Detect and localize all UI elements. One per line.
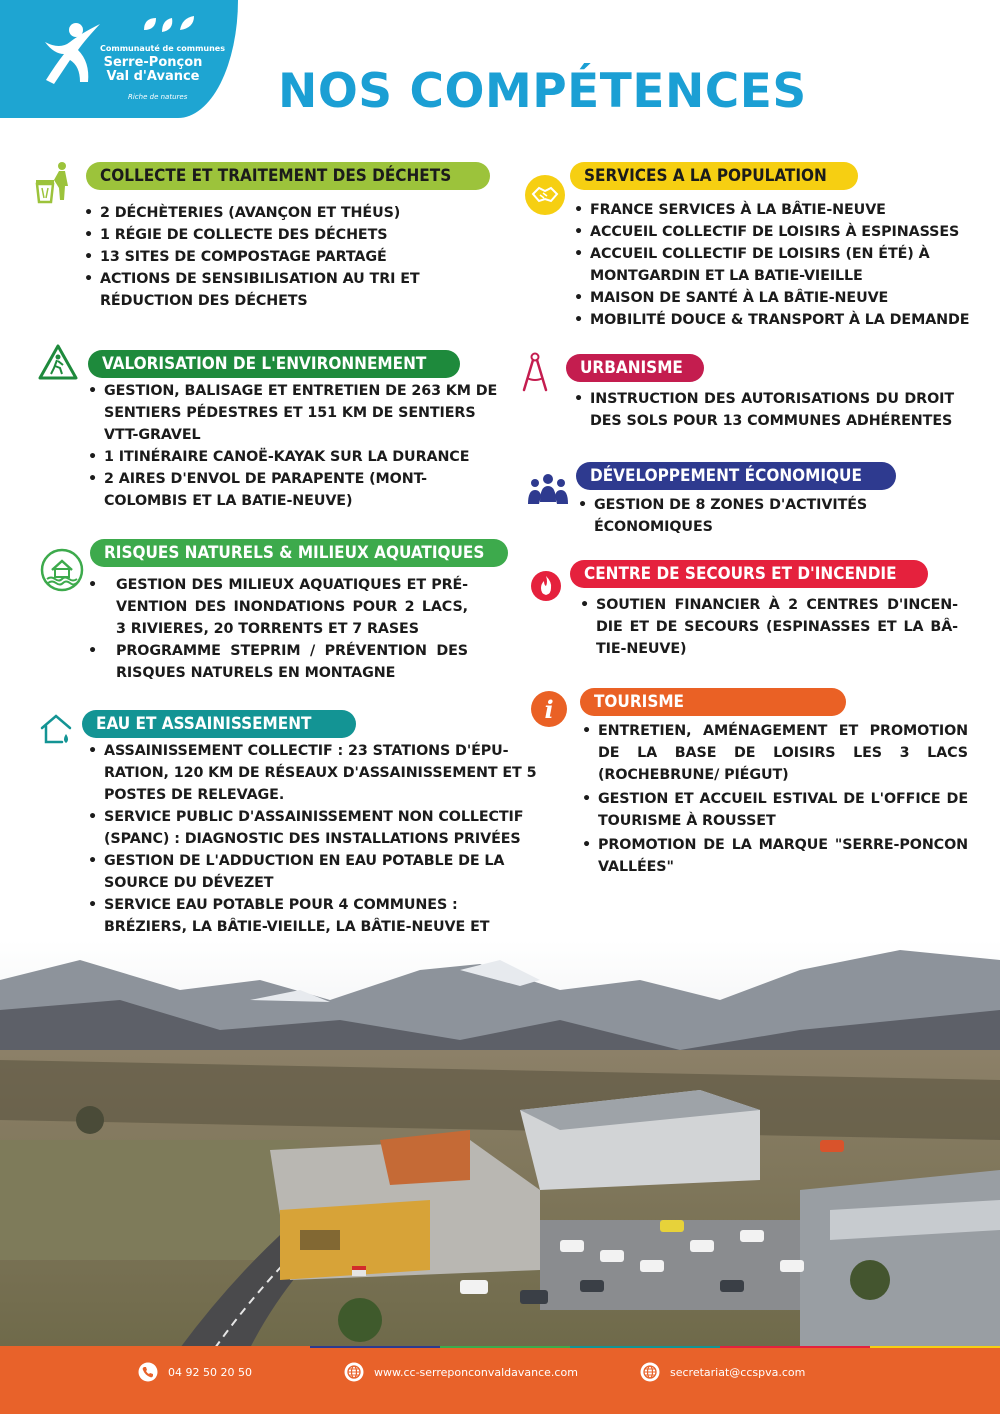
logo-name-line2: Val d'Avance (106, 69, 200, 84)
section-urbanisme-list (574, 388, 954, 432)
fire-icon (530, 570, 562, 602)
footer-phone (138, 1361, 252, 1383)
list-item: • GESTION ET ACCUEIL ESTIVAL DE L'OFFICE DE TOURISME À ROUSSET (582, 788, 968, 832)
section-urbanisme-title: URBANISME (566, 354, 704, 382)
phone-number: 04 92 50 20 50 (168, 1365, 252, 1379)
landscape-photo (0, 940, 1000, 1348)
footer-email[interactable] (640, 1361, 805, 1383)
list-item: • MAISON DE SANTÉ À LA BÂTIE-NEUVE (574, 287, 974, 309)
section-population-list (574, 199, 974, 331)
logo-name-line1: Serre-Ponçon (103, 55, 203, 70)
list-item: • 1 RÉGIE DE COLLECTE DES DÉCHETS (84, 224, 514, 246)
landscape-illustration (0, 940, 1000, 1348)
list-item: • ASSAINISSEMENT COLLECTIF : 23 STATIONS D'ÉPU-RATION, 120 KM DE RÉSEAUX D'ASSAINISSEMENT ET 5 POSTES DE RELEVAGE. (88, 740, 540, 806)
list-item: • 2 AIRES D'ENVOL DE PARAPENTE (MONT-COLOMBIS ET LA BATIE-NEUVE) (88, 468, 508, 512)
list-item: • GESTION DE 8 ZONES D'ACTIVITÉS ÉCONOMIQUES (578, 494, 918, 538)
logo-community-label: Communauté de communes (100, 44, 225, 53)
section-environnement-list (88, 380, 508, 512)
page-title: NOS COMPÉTENCES (278, 64, 807, 119)
section-economique-title: DÉVELOPPEMENT ÉCONOMIQUE (576, 462, 896, 490)
section-economique-list (578, 494, 918, 538)
list-item: • 13 SITES DE COMPOSTAGE PARTAGÉ (84, 246, 514, 268)
list-item: • ENTRETIEN, AMÉNAGEMENT ET PROMOTION DE LA BASE DE LOISIRS LES 3 LACS (ROCHEBRUNE/ PIÉGUT) (582, 720, 968, 786)
list-item: • SERVICE EAU POTABLE POUR 4 COMMUNES : BRÉZIERS, LA BÂTIE-VIEILLE, LA BÂTIE-NEUVE ET (88, 894, 540, 960)
list-item: • PROMOTION DE LA MARQUE "SERRE-PONCON VALLÉES" (582, 834, 968, 878)
globe-icon (344, 1362, 364, 1382)
list-item: • SERVICE PUBLIC D'ASSAINISSEMENT NON COLLECTIF (SPANC) : DIAGNOSTIC DES INSTALLATIONS PRIVÉES (88, 806, 540, 850)
list-item: • MOBILITÉ DOUCE & TRANSPORT À LA DEMANDE (574, 309, 974, 331)
logo-figure-icon (40, 20, 110, 90)
logo-tagline: Riche de natures (128, 93, 188, 101)
section-dechets-list (84, 202, 514, 312)
people-group-icon (526, 472, 570, 508)
section-dechets-title: COLLECTE ET TRAITEMENT DES DÉCHETS (86, 162, 490, 190)
website-link[interactable]: www.cc-serreponconvaldavance.com (374, 1365, 578, 1379)
logo (0, 0, 238, 118)
section-risques-list (88, 574, 468, 684)
section-tourisme-list (582, 720, 968, 878)
list-item: • GESTION DE L'ADDUCTION EN EAU POTABLE DE LA SOURCE DU DÉVEZET (88, 850, 540, 894)
waste-bin-icon (32, 160, 74, 204)
footer-website[interactable] (344, 1361, 578, 1383)
section-population-title: SERVICES A LA POPULATION (570, 162, 858, 190)
list-item: • FRANCE SERVICES À LA BÂTIE-NEUVE (574, 199, 974, 221)
list-item: • ACCUEIL COLLECTIF DE LOISIRS À ESPINASSES (574, 221, 974, 243)
list-item: • GESTION DES MILIEUX AQUATIQUES ET PRÉ-VENTION DES INONDATIONS POUR 2 LACS, 3 RIVIERES, 20 TORRENTS ET 7 RASES (88, 574, 468, 640)
section-secours-list (580, 594, 958, 660)
list-item: • 2 DÉCHÈTERIES (AVANÇON ET THÉUS) (84, 202, 514, 224)
section-eau-title: EAU ET ASSAINISSEMENT (82, 710, 356, 738)
list-item: • 1 ITINÉRAIRE CANOË-KAYAK SUR LA DURANCE (88, 446, 508, 468)
list-item: • ACTIONS DE SENSIBILISATION AU TRI ET RÉDUCTION DES DÉCHETS (84, 268, 514, 312)
list-item: • INSTRUCTION DES AUTORISATIONS DU DROIT DES SOLS POUR 13 COMMUNES ADHÉRENTES (574, 388, 954, 432)
logo-name (103, 56, 203, 84)
compass-icon (520, 352, 550, 392)
list-item: • SOUTIEN FINANCIER À 2 CENTRES D'INCEN-DIE ET DE SECOURS (ESPINASSES ET LA BÂ-TIE-NEUVE) (580, 594, 958, 660)
svg-text:i: i (544, 695, 554, 724)
section-secours-title: CENTRE DE SECOURS ET D'INCENDIE (570, 560, 928, 588)
hiker-sign-icon (38, 344, 78, 380)
phone-icon (138, 1362, 158, 1382)
info-icon (530, 690, 568, 728)
section-environnement-title: VALORISATION DE L'ENVIRONNEMENT (88, 350, 460, 378)
list-item: • ACCUEIL COLLECTIF DE LOISIRS (EN ÉTÉ) À MONTGARDIN ET LA BATIE-VIEILLE (574, 243, 974, 287)
list-item: • PROGRAMME STEPRIM / PRÉVENTION DES RISQUES NATURELS EN MONTAGNE (88, 640, 468, 684)
section-eau-list (88, 740, 540, 960)
section-risques-title: RISQUES NATURELS & MILIEUX AQUATIQUES (90, 539, 508, 567)
handshake-icon (524, 174, 566, 216)
logo-leaves-icon (140, 14, 200, 36)
globe-icon (640, 1362, 660, 1382)
email-link[interactable]: secretariat@ccspva.com (670, 1365, 806, 1379)
house-drop-icon (38, 712, 74, 748)
list-item: • GESTION, BALISAGE ET ENTRETIEN DE 263 KM DE SENTIERS PÉDESTRES ET 151 KM DE SENTIERS VTT-GRAVEL (88, 380, 508, 446)
section-tourisme-title: TOURISME (580, 688, 846, 716)
flood-house-icon (40, 548, 84, 592)
